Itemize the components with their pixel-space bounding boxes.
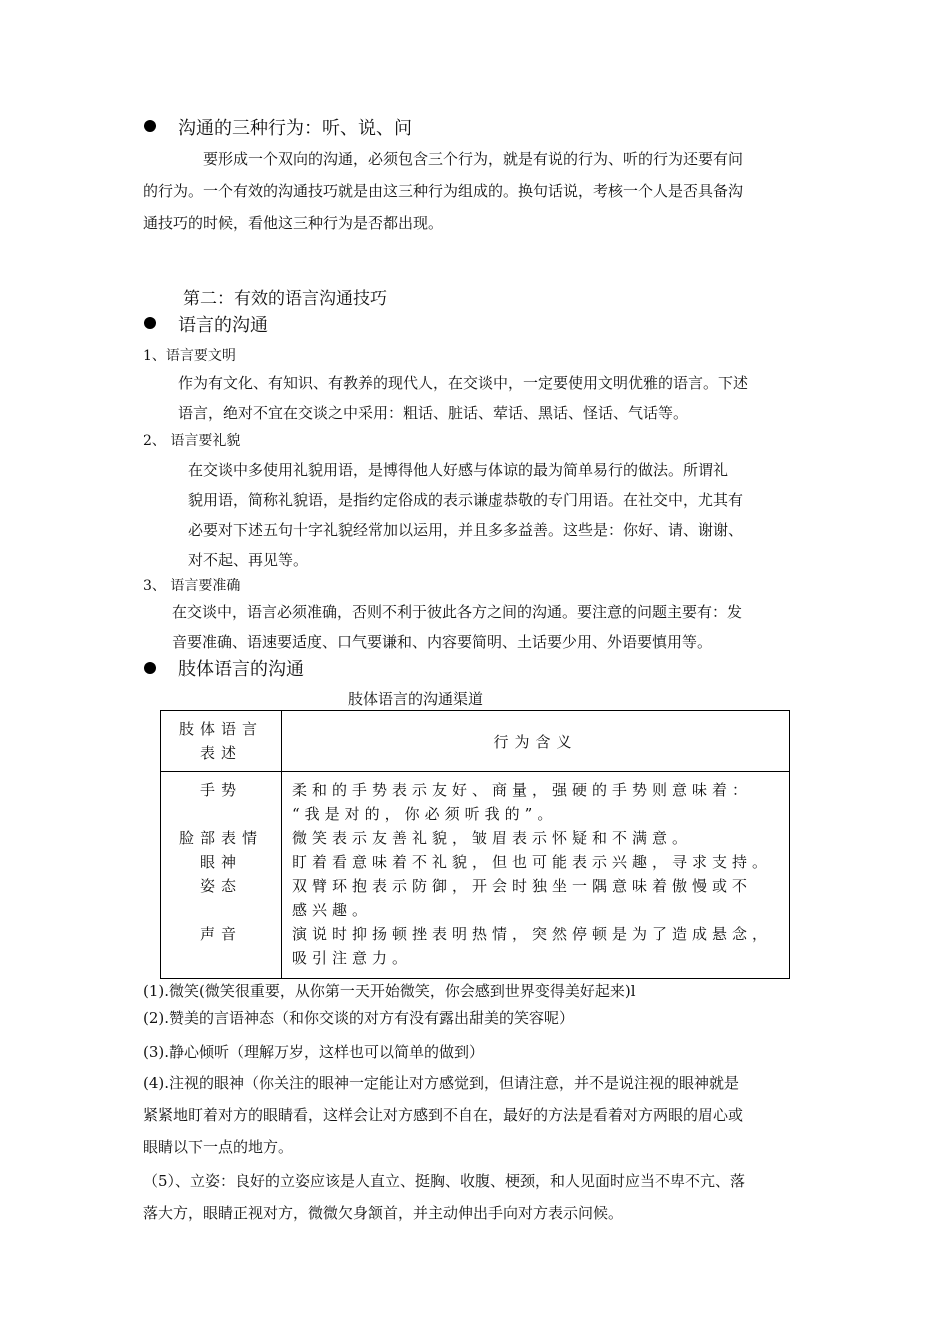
bullet-icon: [144, 317, 156, 329]
cell-line: “我是对的，你必须听我的”。: [292, 805, 558, 823]
tip-line: 紧紧地盯着对方的眼睛看，这样会让对方感到不自在，最好的方法是看着对方两眼的眉心或: [143, 1106, 744, 1124]
tip-line: （5）、立姿：良好的立姿应该是人直立、挺胸、收腹、梗颈，和人见面时应当不卑不亢、落: [143, 1172, 746, 1190]
section-heading-body-language: 肢体语言的沟通: [178, 659, 304, 680]
list-item-body: [188, 455, 818, 575]
section-heading-verbal: 语言的沟通: [178, 315, 268, 336]
body-language-table: [160, 710, 790, 979]
cell-spacer: [165, 802, 277, 826]
header-line: 表述: [199, 744, 242, 762]
cell-line: 吸引注意力。: [292, 949, 413, 967]
paragraph-line: 在交谈中，语言必须准确，否则不利于彼此各方之间的沟通。要注意的问题主要有：发: [172, 603, 743, 621]
cell-line: 演说时抑扬顿挫表明热情，突然停顿是为了造成悬念，: [292, 925, 773, 943]
list-item-body: [178, 368, 818, 428]
tip-line: (4).注视的眼神（你关注的眼神一定能让对方感觉到，但请注意，并不是说注视的眼神就是: [143, 1074, 740, 1092]
header-line: 肢体语言: [178, 720, 263, 738]
paragraph-line: 作为有文化、有知识、有教养的现代人，在交谈中，一定要使用文明优雅的语言。下述: [178, 374, 749, 392]
tip-line: (1).微笑(微笑很重要，从你第一天开始微笑，你会感到世界变得美好起来)l: [143, 982, 636, 1000]
table-header-cell: [282, 711, 790, 772]
cell-line: 姿态: [199, 877, 242, 895]
paragraph-line: 语言，绝对不宜在交谈之中采用：粗话、脏话、荤话、黑话、怪话、气话等。: [178, 404, 689, 422]
list-item-label: 1、语言要文明: [143, 348, 236, 364]
list-item-body: [172, 597, 817, 657]
table-cell: [282, 772, 790, 979]
paragraph-line: 通技巧的时候，看他这三种行为是否都出现。: [143, 214, 444, 232]
bullet-icon: [144, 120, 156, 132]
tip-line: 落大方，眼睛正视对方，微微欠身颔首，并主动伸出手向对方表示问候。: [143, 1204, 624, 1222]
paragraph-line: 音要准确、语速要适度、口气要谦和、内容要简明、土话要少用、外语要慎用等。: [172, 633, 713, 651]
header-line: 行为含义: [493, 732, 578, 751]
cell-line: 感兴趣。: [292, 901, 373, 919]
tip-line: (2).赞美的言语神态（和你交谈的对方有没有露出甜美的笑容呢）: [143, 1009, 575, 1027]
cell-line: 眼神: [199, 853, 242, 871]
list-item-label: 2、 语言要礼貌: [143, 433, 241, 449]
cell-line: 微笑表示友善礼貌，皱眉表示怀疑和不满意。: [292, 829, 693, 847]
paragraph-line: 貌用语，简称礼貌语，是指约定俗成的表示谦虚恭敬的专门用语。在社交中，尤其有: [188, 491, 744, 509]
table-row: [161, 772, 790, 979]
tip-item: [143, 1165, 813, 1229]
cell-line: 柔和的手势表示友好、商量，强硬的手势则意味着：: [292, 781, 753, 799]
table-header-row: [161, 711, 790, 772]
paragraph-three-behaviors: [143, 143, 823, 239]
tip-item: [143, 1003, 813, 1034]
paragraph-line: 的行为。一个有效的沟通技巧就是由这三种行为组成的。换句话说，考核一个人是否具备沟: [143, 182, 744, 200]
cell-line: 声音: [199, 925, 242, 943]
tip-item: [143, 1037, 813, 1068]
tip-line: (3).静心倾听（理解万岁，这样也可以简单的做到）: [143, 1043, 485, 1061]
tip-item: [143, 1067, 813, 1163]
cell-spacer: [165, 898, 277, 922]
tip-line: 眼睛以下一点的地方。: [143, 1138, 294, 1156]
cell-line: 双臂环抱表示防御，开会时独坐一隅意味着傲慢或不: [292, 877, 753, 895]
section-heading-three-behaviors: 沟通的三种行为：听、说、问: [178, 118, 412, 139]
cell-line: 脸部表情: [178, 829, 263, 847]
paragraph-line: 必要对下述五句十字礼貌经常加以运用，并且多多益善。这些是：你好、请、谢谢、: [188, 521, 744, 539]
cell-line: 手势: [199, 781, 242, 799]
list-item-label: 3、 语言要准确: [143, 578, 241, 594]
part-two-title: 第二：有效的语言沟通技巧: [183, 289, 387, 309]
bullet-icon: [144, 662, 156, 674]
paragraph-line: 要形成一个双向的沟通，必须包含三个行为，就是有说的行为、听的行为还要有问: [203, 150, 744, 168]
table-cell: [161, 772, 282, 979]
table-caption: 肢体语言的沟通渠道: [348, 690, 484, 708]
paragraph-line: 在交谈中多使用礼貌用语，是博得他人好感与体谅的最为简单易行的做法。所谓礼: [188, 461, 729, 479]
cell-line: 盯着看意味着不礼貌，但也可能表示兴趣，寻求支持。: [292, 853, 773, 871]
paragraph-line: 对不起、再见等。: [188, 551, 309, 569]
table-header-cell: [161, 711, 282, 772]
